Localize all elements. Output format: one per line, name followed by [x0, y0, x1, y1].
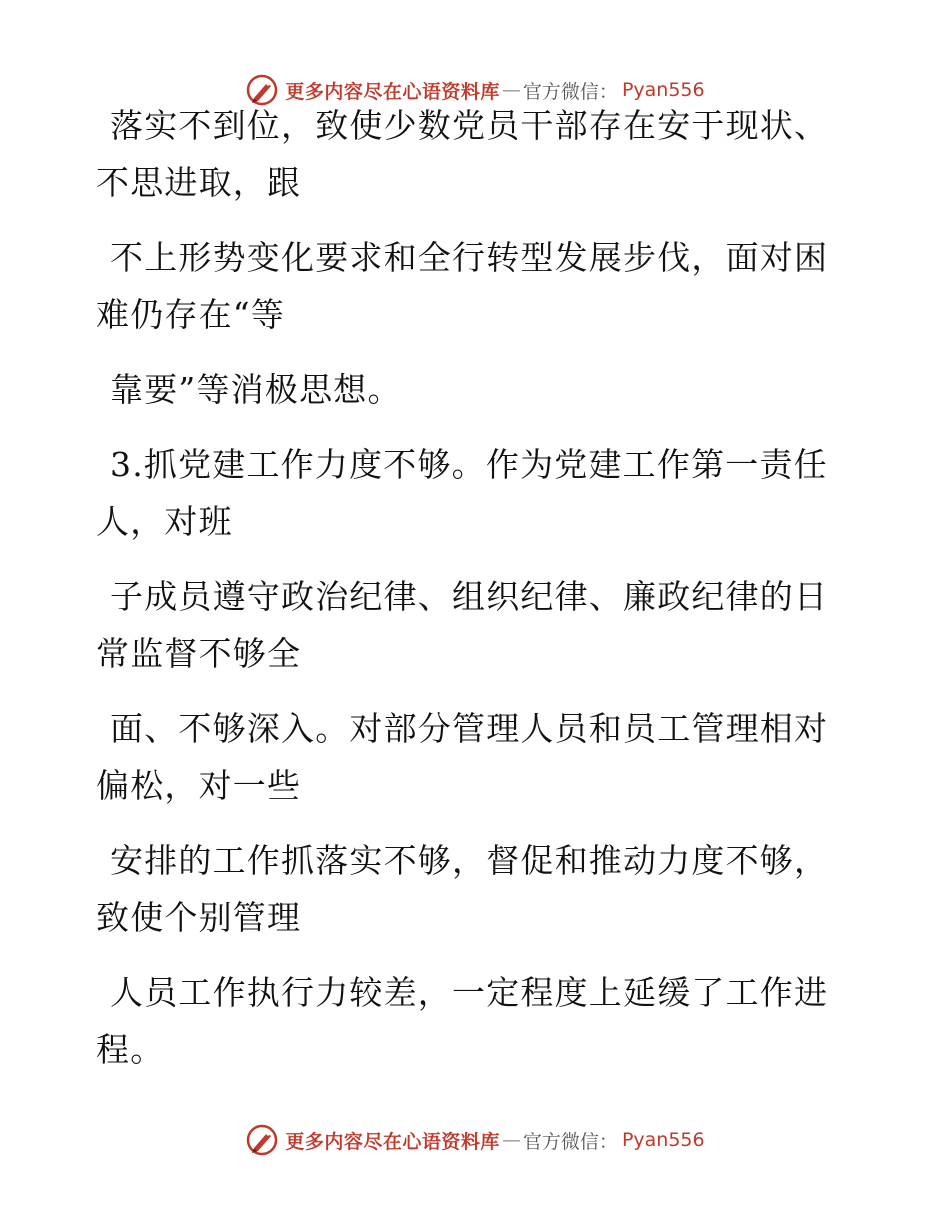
document-body: [96, 97, 836, 1078]
footer-wechat-label: 官方微信：: [522, 1130, 618, 1153]
paragraph-line: 程。: [96, 1030, 165, 1069]
paragraph-line: 难仍存在“等: [96, 295, 286, 334]
footer-watermark: [0, 1120, 950, 1160]
paragraph-line: 不上形势变化要求和全行转型发展步伐，面对困: [110, 238, 829, 277]
paragraph-line: 常监督不够全: [96, 634, 302, 673]
header-wechat-label: 官方微信：: [522, 80, 618, 103]
paragraph: [96, 700, 836, 814]
paragraph: [96, 964, 836, 1078]
paragraph-line: 子成员遵守政治纪律、组织纪律、廉政纪律的日: [110, 577, 829, 616]
paragraph-line: 安排的工作抓落实不够，督促和推动力度不够，: [110, 841, 829, 880]
paragraph: [96, 436, 836, 550]
header-wechat-id: Pyan556: [621, 79, 705, 101]
paragraph: [96, 97, 836, 211]
paragraph-line: 面、不够深入。对部分管理人员和员工管理相对: [110, 709, 829, 748]
paragraph-line: 3.抓党建工作力度不够。作为党建工作第一责任: [110, 445, 828, 484]
paragraph-line: 落实不到位，致使少数党员干部存在安于现状、: [110, 106, 829, 145]
paragraph-line: 靠要”等消极思想。: [110, 370, 402, 409]
footer-site-text: 更多内容尽在心语资料库: [285, 1130, 500, 1153]
header-separator: —: [501, 79, 521, 101]
paragraph-line: 人员工作执行力较差，一定程度上延缓了工作进: [110, 973, 829, 1012]
paragraph-line: 致使个别管理: [96, 898, 302, 937]
pen-logo-icon: [245, 1123, 279, 1157]
paragraph-line: 不思进取，跟: [96, 163, 302, 202]
paragraph: [96, 229, 836, 343]
paragraph: [96, 568, 836, 682]
paragraph: [96, 832, 836, 946]
header-site-text: 更多内容尽在心语资料库: [285, 80, 500, 103]
footer-wechat-id: Pyan556: [621, 1129, 705, 1151]
footer-separator: —: [501, 1129, 521, 1151]
paragraph: [96, 361, 836, 418]
paragraph-line: 偏松，对一些: [96, 766, 302, 805]
paragraph-line: 人，对班: [96, 502, 233, 541]
